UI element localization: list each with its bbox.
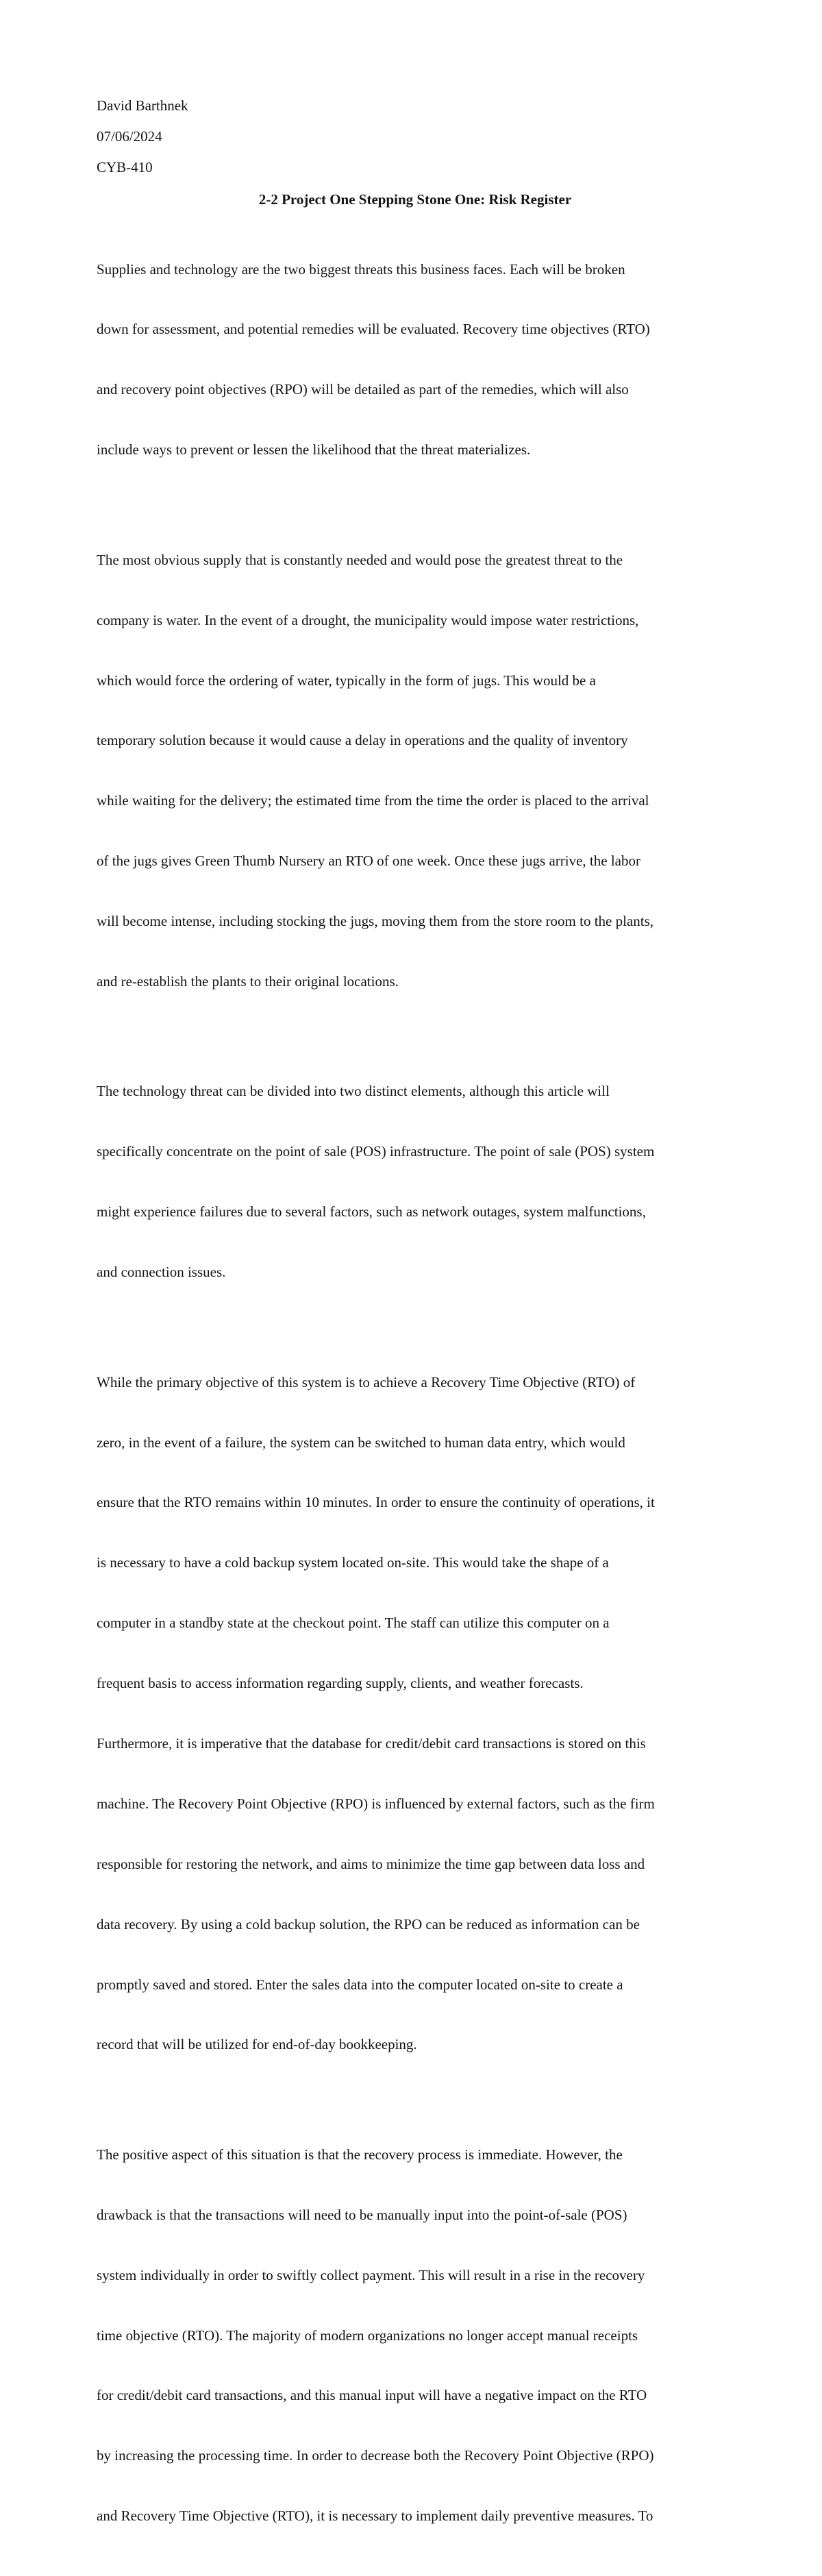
text-line: include ways to prevent or lessen the likelihood that the threat materializes.: [97, 441, 531, 458]
text-line: data recovery. By using a cold backup solution, the RPO can be reduced as information can be: [97, 1915, 640, 1933]
document-page: [97, 96, 734, 2576]
text-line: will become intense, including stocking the jugs, moving them from the store room to the plants,: [97, 913, 654, 930]
text-line: while waiting for the delivery; the estimated time from the time the order is placed to the arrival: [97, 792, 649, 809]
text-line: frequent basis to access information regarding supply, clients, and weather forecasts.: [97, 1675, 584, 1692]
text-line: The most obvious supply that is constantly needed and would pose the greatest threat to the: [97, 551, 623, 568]
course-code: CYB-410: [97, 159, 153, 175]
author-name: David Barthnek: [97, 97, 188, 114]
text-line: and recovery point objectives (RPO) will be detailed as part of the remedies, which will also: [97, 381, 629, 398]
paragraph-positive-aspect: [97, 2105, 734, 2566]
text-line: computer in a standby state at the checkout point. The staff can utilize this computer on a: [97, 1615, 610, 1632]
text-line: ensure that the RTO remains within 10 minutes. In order to ensure the continuity of operations, it: [97, 1494, 655, 1511]
paragraph-technology-threat: [97, 1042, 734, 1323]
text-line: record that will be utilized for end-of-day bookkeeping.: [97, 2036, 417, 2053]
text-line: Supplies and technology are the two biggest threats this business faces. Each will be broken: [97, 260, 625, 278]
text-line: The positive aspect of this situation is that the recovery process is immediate. However, the: [97, 2146, 623, 2163]
text-line: is necessary to have a cold backup system located on-site. This would take the shape of a: [97, 1554, 609, 1571]
text-line: and re-establish the plants to their original locations.: [97, 972, 399, 990]
paragraph-intro: [97, 219, 734, 500]
text-line: specifically concentrate on the point of sale (POS) infrastructure. The point of sale (POS) system: [97, 1143, 655, 1160]
text-line: responsible for restoring the network, and aims to minimize the time gap between data loss and: [97, 1855, 645, 1872]
document-date: 07/06/2024: [97, 128, 162, 145]
text-line: for credit/debit card transactions, and this manual input will have a negative impact on the RTO: [97, 2387, 647, 2404]
text-line: drawback is that the transactions will need to be manually input into the point-of-sale (POS): [97, 2206, 627, 2223]
paragraph-pos-recovery: [97, 1332, 734, 2095]
text-line: company is water. In the event of a drought, the municipality would impose water restrictions,: [97, 611, 639, 628]
text-line: Furthermore, it is imperative that the database for credit/debit card transactions is stored on this: [97, 1734, 646, 1752]
text-line: The technology threat can be divided into two distinct elements, although this article will: [97, 1083, 610, 1100]
text-line: promptly saved and stored. Enter the sales data into the computer located on-site to create a: [97, 1976, 623, 1993]
paragraph-water-supply: [97, 510, 734, 1032]
text-line: and connection issues.: [97, 1264, 226, 1281]
document-body: [97, 219, 734, 2566]
text-line: zero, in the event of a failure, the system can be switched to human data entry, which would: [97, 1434, 625, 1451]
text-line: While the primary objective of this system is to achieve a Recovery Time Objective (RTO) of: [97, 1373, 636, 1390]
document-title: 2-2 Project One Stepping Stone One: Risk Register: [258, 191, 572, 208]
text-line: which would force the ordering of water, typically in the form of jugs. This would be a: [97, 672, 596, 689]
text-line: and Recovery Time Objective (RTO), it is necessary to implement daily preventive measures. To: [97, 2507, 653, 2525]
text-line: temporary solution because it would cause a delay in operations and the quality of inventory: [97, 732, 628, 749]
text-line: by increasing the processing time. In order to decrease both the Recovery Point Objective (RPO): [97, 2447, 654, 2464]
text-line: time objective (RTO). The majority of modern organizations no longer accept manual receipts: [97, 2327, 638, 2344]
text-line: might experience failures due to several factors, such as network outages, system malfunctions,: [97, 1203, 646, 1220]
text-line: machine. The Recovery Point Objective (RPO) is influenced by external factors, such as the firm: [97, 1795, 655, 1812]
text-line: of the jugs gives Green Thumb Nursery an RTO of one week. Once these jugs arrive, the labor: [97, 852, 640, 870]
text-line: down for assessment, and potential remedies will be evaluated. Recovery time objectives (RTO): [97, 321, 650, 338]
text-line: system individually in order to swiftly collect payment. This will result in a rise in the recovery: [97, 2266, 645, 2283]
